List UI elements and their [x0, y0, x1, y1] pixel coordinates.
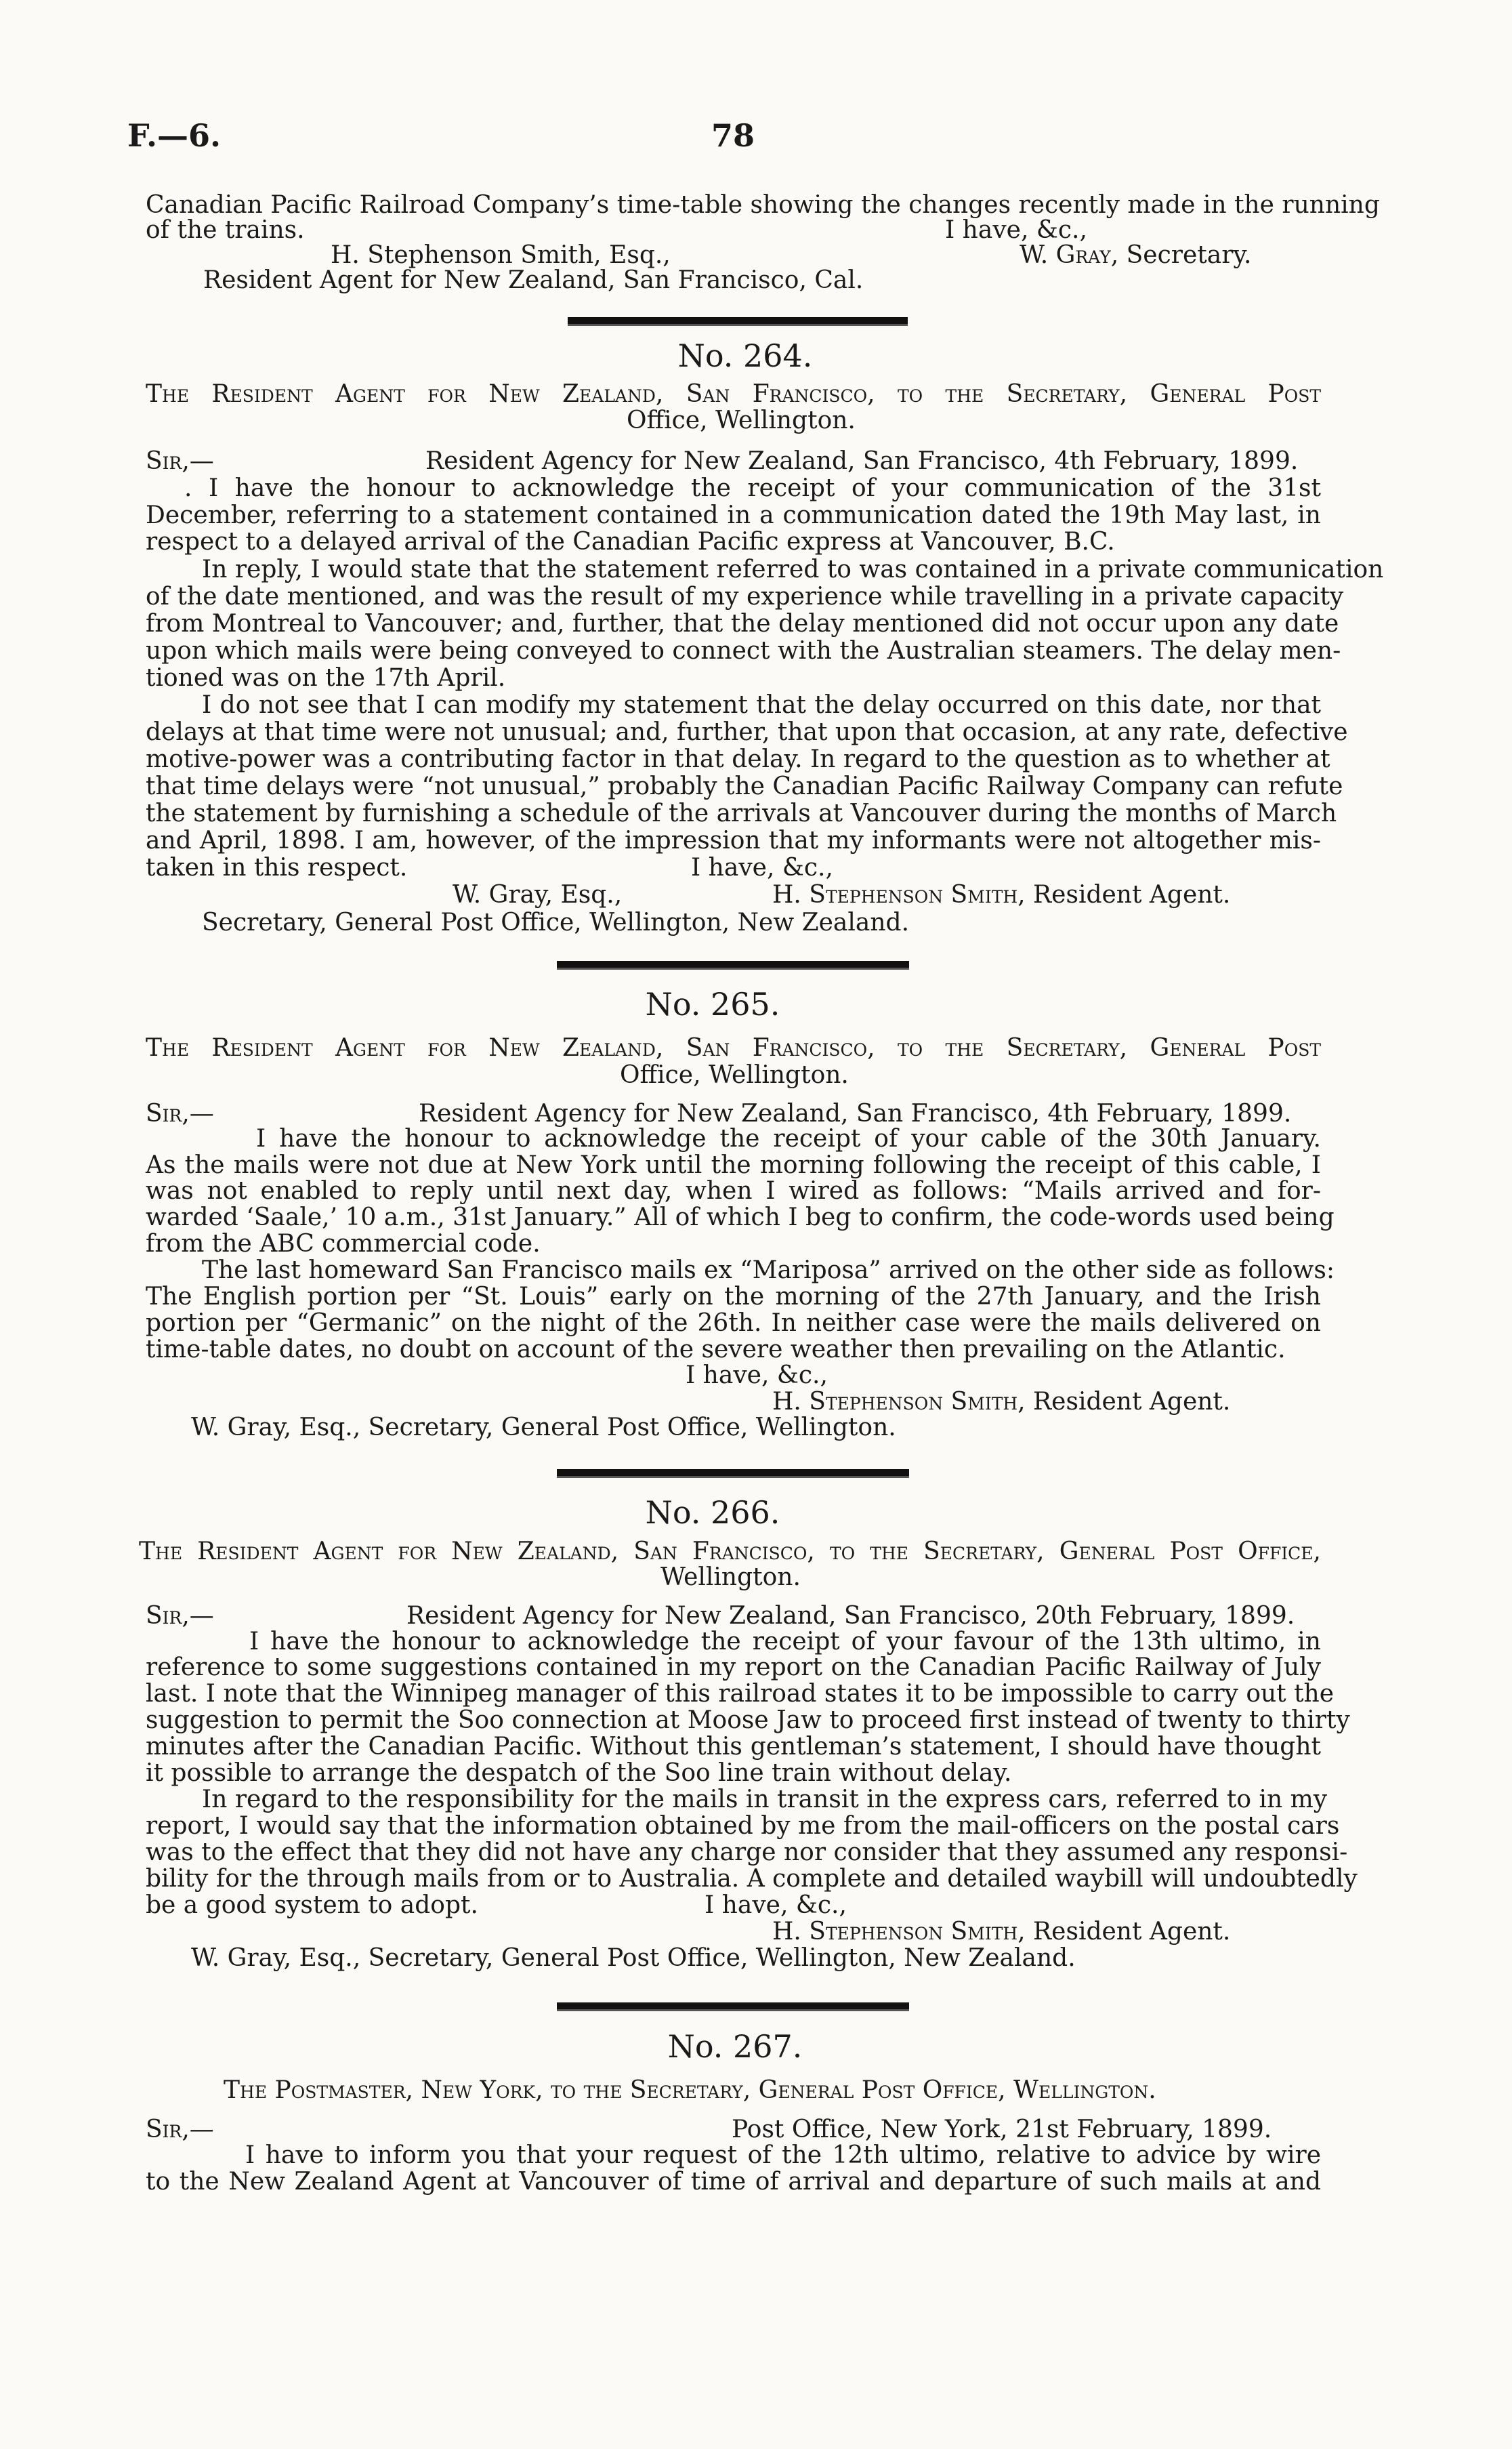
signature	[772, 1388, 1230, 1416]
section-divider	[557, 961, 909, 968]
address-line: W. Gray, Esq., Secretary, General Post Office, Wellington, New Zealand.	[191, 1944, 1076, 1972]
signature-name: W. Gray	[1020, 241, 1111, 269]
intro-line: of the trains.	[146, 216, 305, 244]
letter-number: No. 266.	[645, 1494, 780, 1531]
signature	[772, 1918, 1230, 1946]
body-line: In regard to the responsibility for the mails in transit in the express cars, referred to in my	[202, 1786, 1328, 1813]
body-line: from the ABC commercial code.	[146, 1230, 541, 1258]
closing: I have, &c.,	[945, 216, 1087, 244]
letter-heading: The Resident Agent for New Zealand, San Francisco, to the Secretary, General Post	[146, 380, 1321, 408]
body-line: minutes after the Canadian Pacific. Without this gentleman’s statement, I should have thought	[146, 1733, 1321, 1761]
body-line: motive-power was a contributing factor in that delay. In regard to the question as to whether at	[146, 745, 1330, 773]
body-line: report, I would say that the information obtained by me from the mail-officers on the postal cars	[146, 1812, 1340, 1840]
letter-number: No. 264.	[677, 337, 813, 374]
closing: I have, &c.,	[705, 1891, 847, 1919]
body-line: suggestion to permit the Soo connection at Moose Jaw to proceed first instead of twenty to thirty	[146, 1706, 1350, 1734]
address-line: W. Gray, Esq., Secretary, General Post Office, Wellington.	[191, 1414, 896, 1441]
body-line: that time delays were “not unusual,” probably the Canadian Pacific Railway Company can refute	[146, 773, 1343, 800]
page-number: 78	[711, 117, 755, 154]
letter-heading: Office, Wellington.	[620, 1061, 849, 1089]
dateline: Resident Agency for New Zealand, San Francisco, 4th February, 1899.	[425, 447, 1299, 475]
letter-heading: Office, Wellington.	[627, 407, 856, 434]
salutation: Sir,—	[146, 2116, 214, 2143]
body-line: the statement by furnishing a schedule of the arrivals at Vancouver during the months of March	[146, 800, 1337, 827]
body-line: be a good system to adopt.	[146, 1891, 478, 1919]
body-line: upon which mails were being conveyed to connect with the Australian steamers. The delay men-	[146, 637, 1341, 665]
signature-name: H. Stephenson Smith	[772, 881, 1018, 909]
body-line: bility for the through mails from or to Australia. A complete and detailed waybill will undoubtedly	[146, 1865, 1358, 1893]
body-line: The last homeward San Francisco mails ex “Mariposa” arrived on the other side as follows:	[202, 1256, 1335, 1284]
body-line: from Montreal to Vancouver; and, further, that the delay mentioned did not occur upon any date	[146, 610, 1339, 638]
body-line: of the date mentioned, and was the result of my experience while travelling in a private capacity	[146, 583, 1344, 611]
letter-number: No. 265.	[645, 986, 780, 1023]
body-line: In reply, I would state that the statement referred to was contained in a private communication	[202, 556, 1384, 583]
body-line: taken in this respect.	[146, 854, 408, 882]
dateline: Resident Agency for New Zealand, San Francisco, 4th February, 1899.	[419, 1100, 1292, 1128]
body-line: tioned was on the 17th April.	[146, 664, 506, 692]
body-line: warded ‘Saale,’ 10 a.m., 31st January.” All of which I beg to confirm, the code-words used being	[146, 1203, 1335, 1231]
dateline: Resident Agency for New Zealand, San Francisco, 20th February, 1899.	[406, 1602, 1295, 1630]
section-reference: F.—6.	[127, 117, 222, 154]
dateline: Post Office, New York, 21st February, 1899.	[732, 2116, 1272, 2143]
body-line: it possible to arrange the despatch of the Soo line train without delay.	[146, 1759, 1012, 1787]
letter-number: No. 267.	[667, 2028, 803, 2065]
signature-name: H. Stephenson Smith	[772, 1388, 1018, 1416]
body-line: I do not see that I can modify my statement that the delay occurred on this date, nor that	[202, 691, 1321, 719]
body-line: portion per “Germanic” on the night of the 26th. In neither case were the mails delivered on	[146, 1309, 1321, 1337]
body-line: As the mails were not due at New York until the morning following the receipt of this cable, I	[146, 1151, 1321, 1179]
letter-heading: The Postmaster, New York, to the Secretary, General Post Office, Wellington.	[224, 2076, 1156, 2104]
body-line: time-table dates, no doubt on account of the severe weather then prevailing on the Atlantic.	[146, 1336, 1286, 1363]
signature	[1020, 242, 1251, 269]
body-line: last. I note that the Winnipeg manager of this railroad states it to be impossible to carry out the	[146, 1680, 1335, 1708]
body-line: The English portion per “St. Louis” early on the morning of the 27th January, and the Irish	[146, 1283, 1321, 1311]
letter-heading: The Resident Agent for New Zealand, San Francisco, to the Secretary, General Post	[146, 1034, 1321, 1062]
body-line: and April, 1898. I am, however, of the impression that my informants were not altogether mis-	[146, 827, 1321, 855]
body-line: . I have the honour to acknowledge the receipt of your communication of the 31st	[184, 474, 1321, 502]
body-line: I have the honour to acknowledge the receipt of your favour of the 13th ultimo, in	[249, 1628, 1321, 1655]
section-divider	[568, 317, 908, 324]
section-divider	[557, 1469, 909, 1476]
salutation: Sir,—	[146, 1100, 214, 1128]
salutation: Sir,—	[146, 1602, 214, 1630]
signature-title: , Secretary.	[1110, 241, 1252, 269]
letter-heading: The Resident Agent for New Zealand, San Francisco, to the Secretary, General Post Office,	[139, 1538, 1321, 1565]
section-divider	[557, 2002, 909, 2009]
salutation: Sir,—	[146, 447, 214, 475]
body-line: delays at that time were not unusual; and, further, that upon that occasion, at any rate, defective	[146, 718, 1348, 746]
intro-line: Canadian Pacific Railroad Company’s time-table showing the changes recently made in the running	[146, 191, 1380, 219]
body-line: reference to some suggestions contained in my report on the Canadian Pacific Railway of July	[146, 1653, 1321, 1681]
signature-title: , Resident Agent.	[1017, 1918, 1231, 1946]
closing: I have, &c.,	[691, 854, 833, 882]
address-line: Secretary, General Post Office, Wellington, New Zealand.	[202, 909, 910, 937]
signature	[772, 882, 1230, 909]
body-line: was not enabled to reply until next day, when I wired as follows: “Mails arrived and for-	[146, 1177, 1321, 1205]
body-line: I have to inform you that your request of the 12th ultimo, relative to advice by wire	[245, 2141, 1321, 2169]
signature-name: H. Stephenson Smith	[772, 1918, 1018, 1946]
letter-heading: Wellington.	[660, 1563, 801, 1591]
addressee: W. Gray, Esq.,	[453, 881, 623, 909]
body-line: respect to a delayed arrival of the Canadian Pacific express at Vancouver, B.C.	[146, 528, 1115, 556]
signature-title: , Resident Agent.	[1017, 1388, 1231, 1416]
addressee: H. Stephenson Smith, Esq.,	[331, 241, 671, 269]
body-line: I have the honour to acknowledge the receipt of your cable of the 30th January.	[256, 1125, 1321, 1153]
body-line: December, referring to a statement contained in a communication dated the 19th May last, in	[146, 501, 1321, 529]
body-line: to the New Zealand Agent at Vancouver of time of arrival and departure of such mails at and	[146, 2168, 1321, 2196]
address-line: Resident Agent for New Zealand, San Francisco, Cal.	[203, 266, 864, 294]
closing: I have, &c.,	[686, 1361, 828, 1389]
body-line: was to the effect that they did not have any charge nor consider that they assumed any responsi-	[146, 1838, 1348, 1866]
signature-title: , Resident Agent.	[1017, 881, 1231, 909]
